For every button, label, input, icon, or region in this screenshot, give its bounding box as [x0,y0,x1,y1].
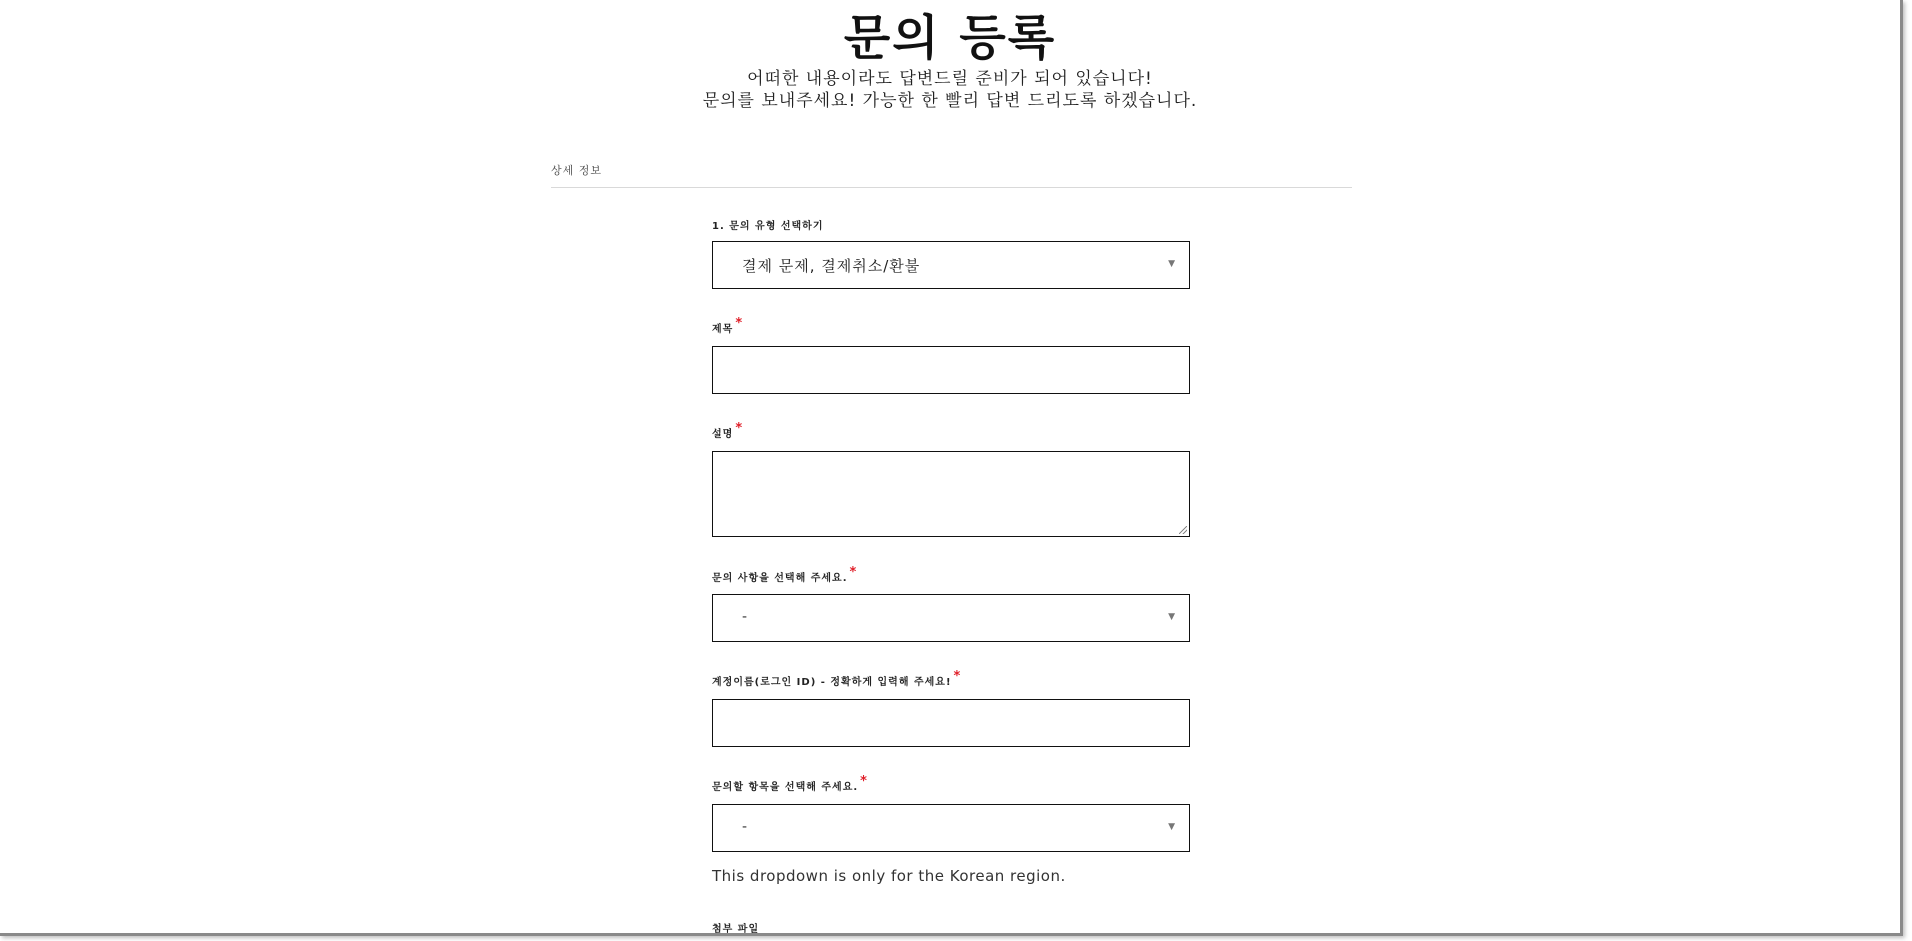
inquiry-item-selected-value: - [742,819,748,835]
required-mark: * [849,565,858,580]
inquiry-item-help-text: This dropdown is only for the Korean region. [712,867,1066,885]
account-name-label [712,669,962,689]
page-title: 문의 등록 [843,10,1057,66]
subject-input[interactable] [712,346,1190,394]
inquiry-detail-label-text: 문의 사항을 선택해 주세요. [712,573,848,584]
inquiry-type-selected-value: 결제 문제, 결제취소/환불 [742,257,921,275]
required-mark: * [860,774,868,789]
resize-handle-icon[interactable] [1179,526,1187,534]
required-mark: * [953,669,962,684]
subject-label [712,316,744,336]
description-label-text: 설명 [712,429,734,440]
page-subtitle-line-2: 문의를 보내주세요! 가능한 한 빨리 답변 드리도록 하겠습니다. [702,91,1198,111]
inquiry-detail-select[interactable] [712,594,1190,642]
account-name-input[interactable] [712,699,1190,747]
required-mark: * [735,316,744,331]
description-textarea[interactable] [712,451,1190,537]
inquiry-detail-label [712,565,858,585]
page-header [0,8,1900,112]
inquiry-item-label-text: 문의할 항목을 선택해 주세요. [712,782,859,793]
caret-down-icon: ▼ [1168,822,1175,832]
description-label [712,421,744,441]
inquiry-type-select[interactable] [712,241,1190,289]
inquiry-type-label [712,217,823,232]
page-subtitle-line-1: 어떠한 내용이라도 답변드릴 준비가 되어 있습니다! [747,69,1153,89]
inquiry-type-label-text: 1. 문의 유형 선택하기 [712,221,824,232]
section-label: 상세 정보 [551,164,603,177]
inquiry-item-label [712,774,868,794]
caret-down-icon: ▼ [1168,259,1175,269]
account-name-label-text: 계정이름(로그인 ID) - 정확하게 입력해 주세요! [712,677,952,688]
subject-label-text: 제목 [712,324,734,335]
caret-down-icon: ▼ [1168,612,1175,622]
required-mark: * [735,421,744,436]
inquiry-item-select[interactable] [712,804,1190,852]
attachment-label [712,920,759,935]
attachment-label-text: 첨부 파일 [712,924,760,935]
section-divider [551,187,1352,188]
inquiry-detail-selected-value: - [742,609,748,625]
